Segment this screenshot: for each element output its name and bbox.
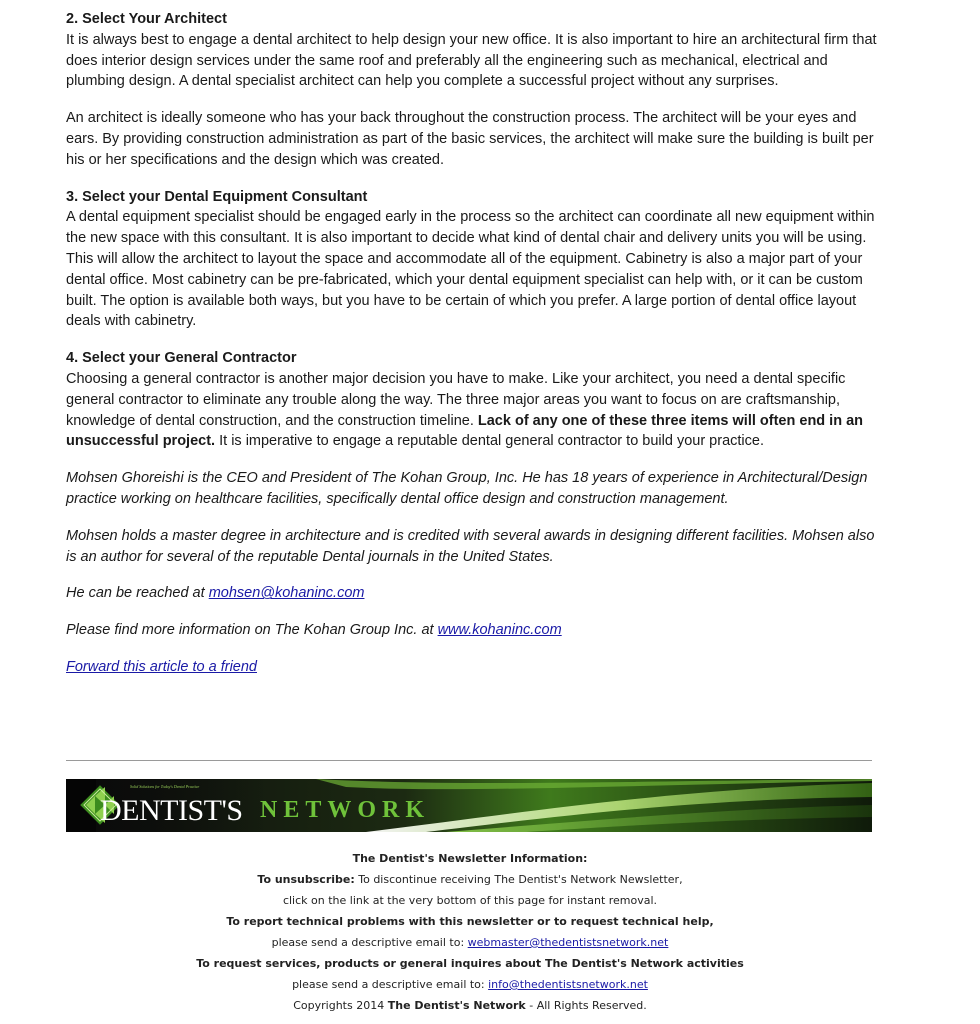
contractor-text-bold: Lack of any one of these three items will often end in an unsuccessful project. — [66, 412, 864, 450]
services-label: To request services, products or general inquires about The Dentist's Network activities — [196, 957, 744, 970]
more-info — [66, 620, 878, 641]
equipment-paragraph: A dental equipment specialist should be engaged early in the process so the architect can coordinate all new equipment within the new space with this consultant. It is also important to decide what kind of dental chair and delivery units you will be using. This will allow the architect to layout the space and accommodate all of the equipment. Cabinetry is also a major part of your dental office. Most cabinetry can be pre-fabricated, which your dental equipment specialist can help with, or it can be custom built. The option is available both ways, but you have to be certain of which you prefer. A large portion of dental office layout deals with cabinetry. — [66, 209, 875, 330]
copyright-suffix: - All Rights Reserved. — [529, 999, 647, 1012]
contact-prefix: He can be reached at — [66, 585, 205, 602]
architect-paragraph-1: It is always best to engage a dental architect to help design your new office. It is also important to hire an architectural firm that does interior design services under the same roof and preferably all the engineering such as mechanical, electrical and plumbing design. A dental specialist architect can help you complete a successful project without any surprises. — [66, 31, 877, 90]
tech-help-label: To report technical problems with this newsletter or to request technical help, — [226, 915, 714, 928]
banner-tagline: Solid Solutions for Today's Dental Practice — [130, 784, 200, 789]
article-body — [66, 9, 878, 678]
section-title-equipment: 3. Select your Dental Equipment Consultant — [66, 188, 368, 205]
section-title-architect: 2. Select Your Architect — [66, 11, 227, 27]
info-email-link[interactable]: info@thedentistsnetwork.net — [488, 978, 648, 991]
contractor-text-b: It is imperative to engage a reputable dental general contractor to build your practice. — [219, 433, 764, 450]
copyright-line — [0, 995, 940, 1016]
unsubscribe-line — [0, 869, 940, 890]
banner-logo-dentists: DENTIST'S — [100, 794, 243, 827]
newsletter-footer — [0, 848, 940, 1016]
banner-graphic — [66, 779, 872, 832]
contractor-paragraph — [66, 369, 878, 452]
author-contact — [66, 583, 878, 604]
section-title-contractor: 4. Select your General Contractor — [66, 350, 297, 367]
tech-help-text: please send a descriptive email to: — [271, 936, 465, 949]
unsubscribe-label: To unsubscribe: — [257, 873, 355, 886]
banner-logo-network: NETWORK — [260, 797, 431, 823]
author-email-link[interactable]: mohsen@kohaninc.com — [208, 585, 365, 602]
tech-help-line — [0, 932, 940, 953]
more-info-prefix: Please find more information on The Kohan Group Inc. at — [66, 622, 434, 639]
webmaster-email-link[interactable]: webmaster@thedentistsnetwork.net — [467, 936, 669, 949]
unsubscribe-text-2: click on the link at the very bottom of this page for instant removal. — [282, 894, 658, 907]
author-bio-2: Mohsen holds a master degree in architecture and is credited with several awards in designing different facilities. Mohsen also is an author for several of the reputable Dental journals in the United States. — [66, 527, 875, 565]
unsubscribe-text: To discontinue receiving The Dentist's Network Newsletter, — [358, 873, 683, 886]
footer-divider — [66, 760, 872, 761]
dentists-network-banner — [66, 779, 872, 832]
copyright-prefix: Copyrights 2014 — [293, 999, 385, 1012]
copyright-name: The Dentist's Network — [387, 999, 526, 1012]
kohan-website-link[interactable]: www.kohaninc.com — [437, 622, 562, 639]
services-text: please send a descriptive email to: — [292, 978, 485, 991]
forward-article-link[interactable]: Forward this article to a friend — [66, 658, 257, 675]
contractor-text-a: Choosing a general contractor is another major decision you have to make. Like your architect, you need a dental specific general contractor to eliminate any trouble along the way. The three major areas you want to focus on are craftsmanship, knowledge of dental construction, and the construction timeline. — [66, 370, 846, 429]
services-line — [0, 974, 940, 995]
author-bio-1: Mohsen Ghoreishi is the CEO and President of The Kohan Group, Inc. He has 18 years of experience in Architectural/Design practice working on healthcare facilities, specifically dental office design and construction management. — [66, 470, 868, 507]
architect-paragraph-2: An architect is ideally someone who has your back throughout the construction process. The architect will be your eyes and ears. By providing construction administration as part of the basic services, the architect will make sure the building is built per his or her specifications and the design which was created. — [66, 110, 874, 168]
footer-heading: The Dentist's Newsletter Information: — [352, 852, 588, 865]
